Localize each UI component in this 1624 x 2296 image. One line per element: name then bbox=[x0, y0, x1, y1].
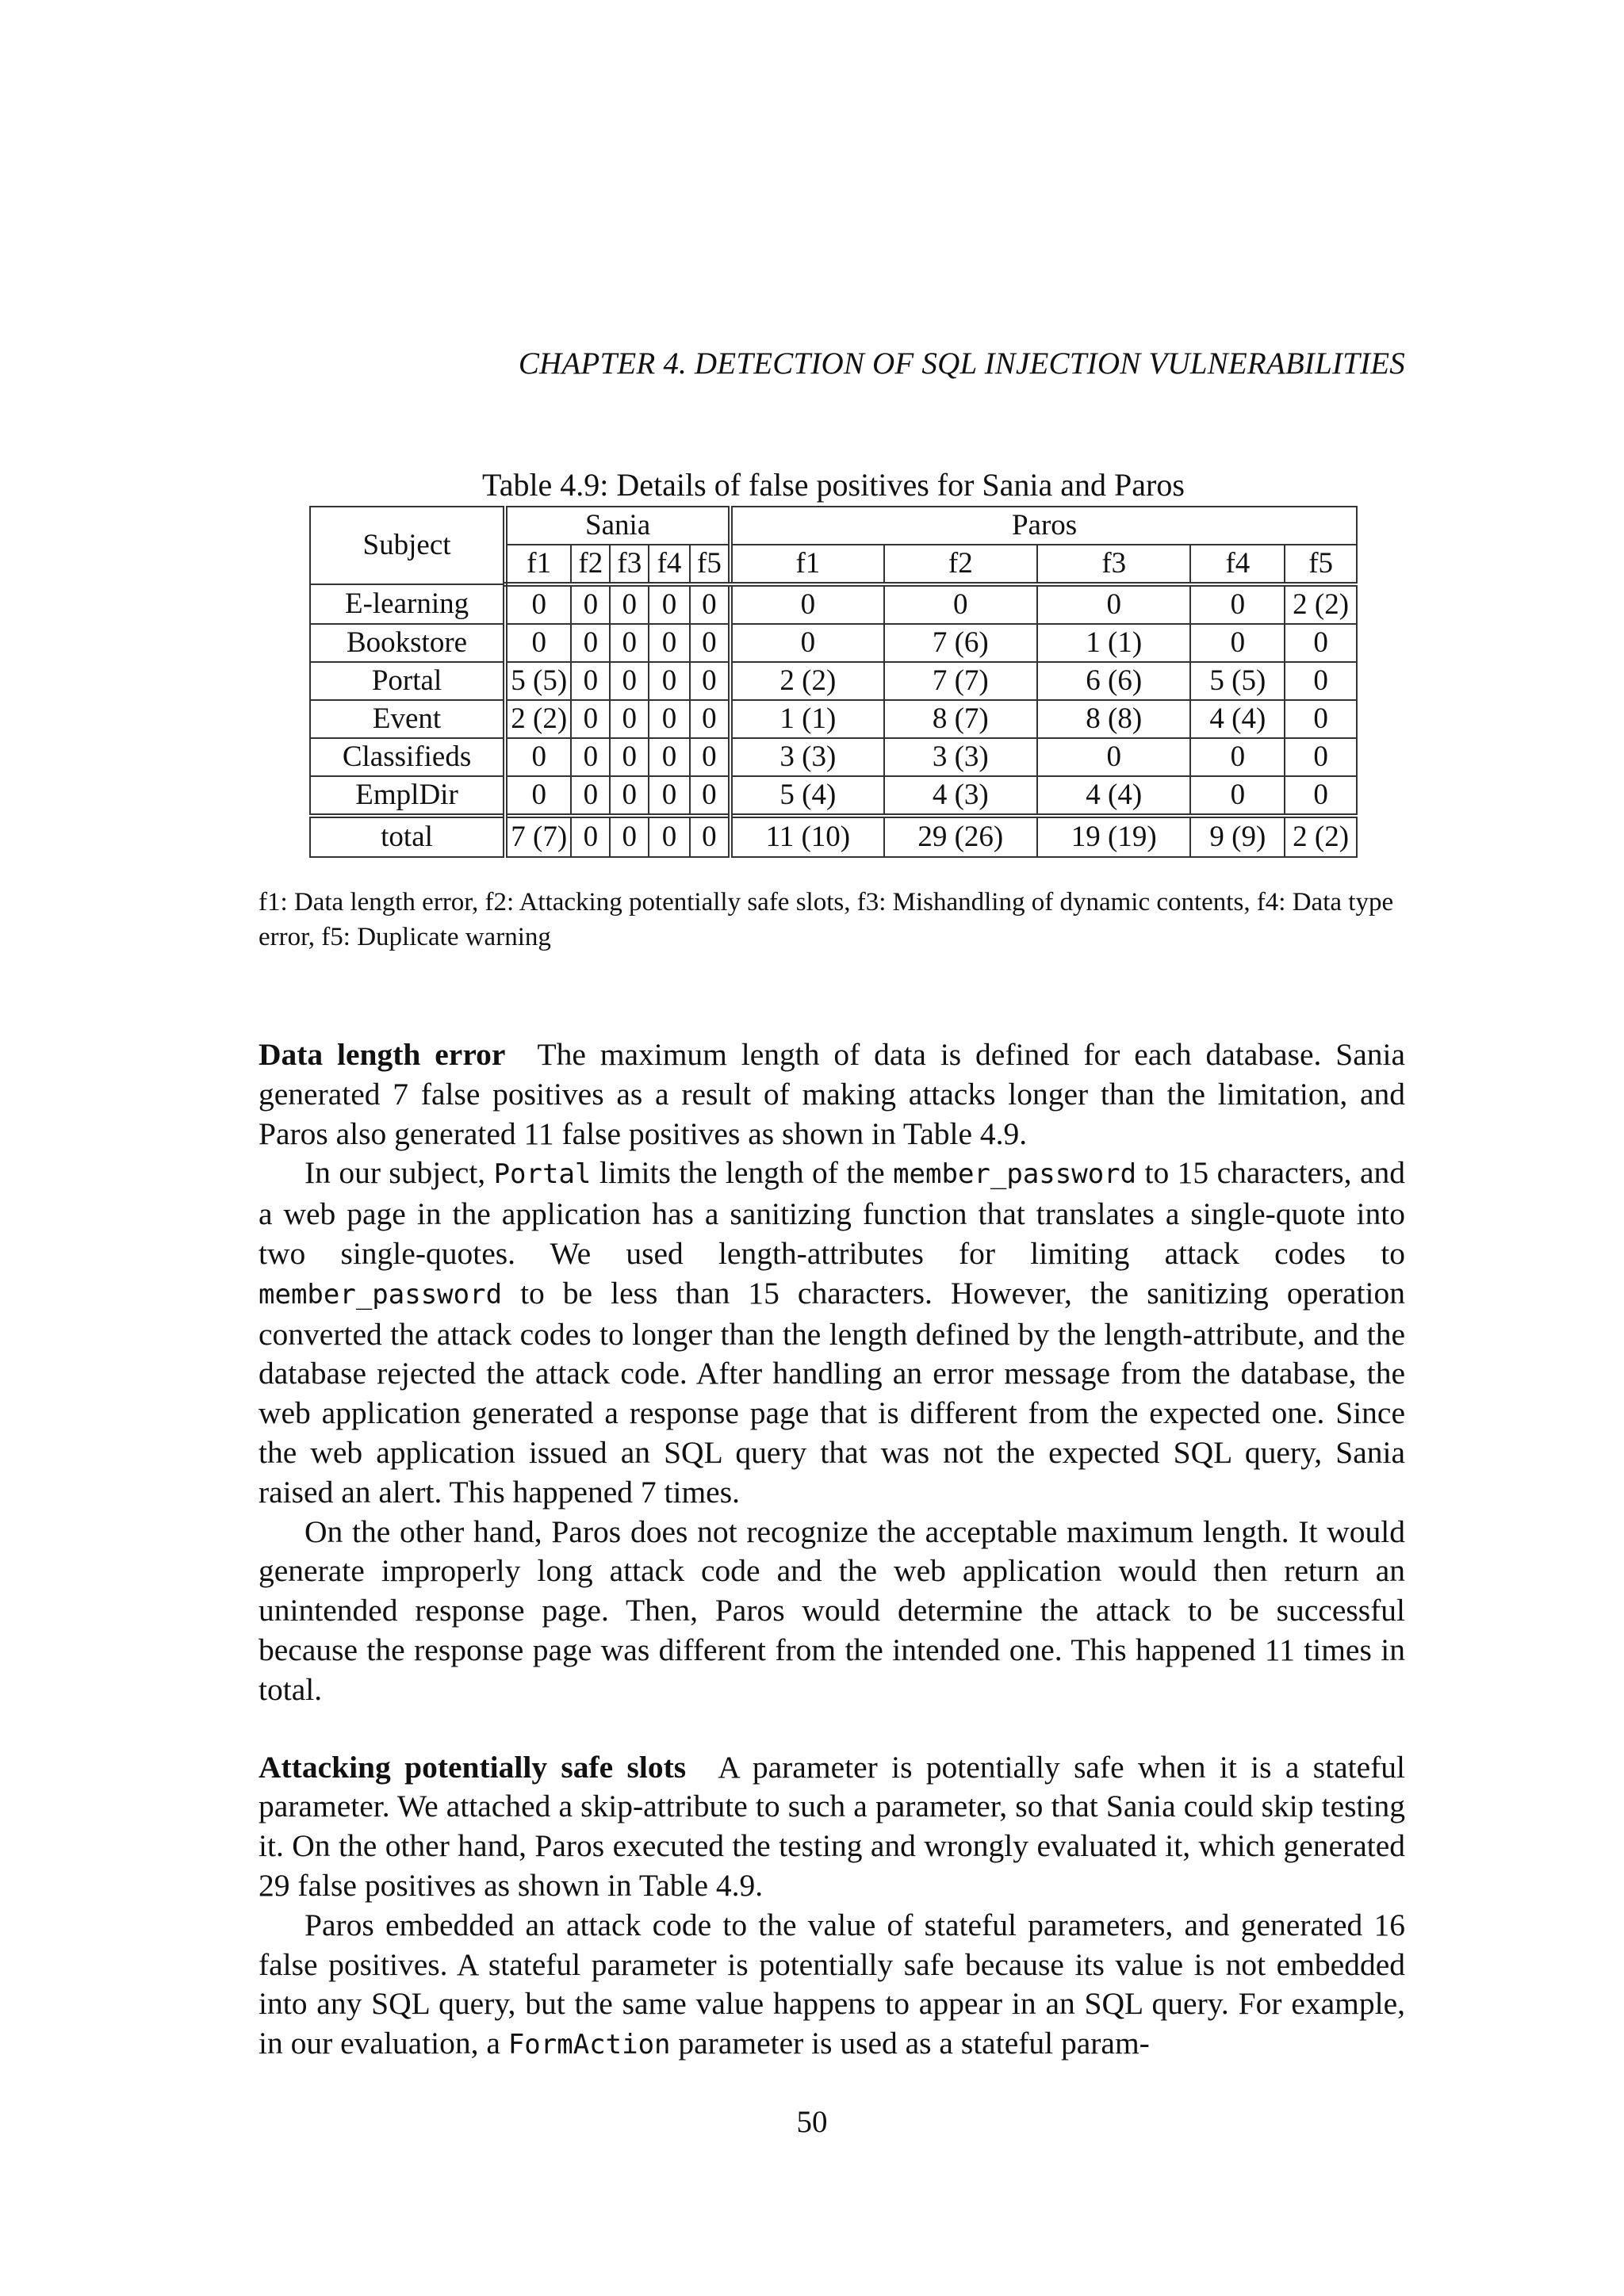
value-cell: 0 bbox=[649, 700, 689, 738]
value-cell: 0 bbox=[1285, 700, 1357, 738]
value-cell: 5 (5) bbox=[1190, 662, 1285, 700]
value-cell: 11 (10) bbox=[730, 816, 883, 857]
paragraph-text: In our subject, bbox=[304, 1155, 494, 1191]
value-cell: 0 bbox=[690, 816, 730, 857]
page-number: 50 bbox=[796, 2105, 828, 2139]
table-total-row bbox=[310, 816, 1357, 857]
value-cell: 0 bbox=[1190, 776, 1285, 816]
table-row bbox=[310, 584, 1357, 624]
paragraph-text: The maximum length of data is defined for each database. Sania generated 7 false positives as a result of making attacks longer than the limitation, and Paros also generated 11 false positives as shown in Table 4.9. bbox=[259, 1037, 1405, 1151]
value-cell: 0 bbox=[649, 624, 689, 662]
paragraph-text: On the other hand, Paros does not recognize the acceptable maximum length. It would generate improperly long attack code and the web application would then return an unintended response page. Then, Paros would determine the attack to be successful because the response page was different from the intended one. This happened 11 times in total. bbox=[259, 1513, 1405, 1707]
value-cell: 0 bbox=[610, 662, 649, 700]
value-cell: 0 bbox=[571, 584, 610, 624]
subheader-cell: f2 bbox=[571, 545, 610, 584]
table-row bbox=[310, 662, 1357, 700]
value-cell: 8 (7) bbox=[884, 700, 1037, 738]
paragraph-text: Paros embedded an attack code to the value of stateful parameters, and generated 16 false positives. A stateful parameter is potentially safe because its value is not embedded into any SQL query, but the same value happens to appear in an SQL query. For example, in our evaluation, a bbox=[259, 1907, 1405, 2061]
value-cell: 4 (3) bbox=[884, 776, 1037, 816]
subject-cell: total bbox=[310, 816, 505, 857]
subheader-cell: f2 bbox=[884, 545, 1037, 584]
value-cell: 0 bbox=[1285, 624, 1357, 662]
subject-cell: Event bbox=[310, 700, 505, 738]
value-cell: 0 bbox=[571, 738, 610, 776]
paragraph bbox=[259, 1906, 1405, 2065]
table-footnote: f1: Data length error, f2: Attacking potentially safe slots, f3: Mishandling of dynamic contents, f4: Data type error, f5: Duplicate warning bbox=[259, 888, 1394, 951]
value-cell: 0 bbox=[1190, 738, 1285, 776]
subheader-cell: f4 bbox=[1190, 545, 1285, 584]
value-cell: 0 bbox=[1190, 584, 1285, 624]
value-cell: 0 bbox=[610, 624, 649, 662]
value-cell: 4 (4) bbox=[1037, 776, 1190, 816]
paragraph-text: to 15 characters, and a web page in the application has a sanitizing function that translates a single-quote into two single-quotes. We used length-attributes for limiting attack codes to bbox=[259, 1155, 1405, 1271]
value-cell: 1 (1) bbox=[1037, 624, 1190, 662]
value-cell: 2 (2) bbox=[730, 662, 883, 700]
value-cell: 29 (26) bbox=[884, 816, 1037, 857]
paragraph-text: A parameter is potentially safe when it is a stateful parameter. We attached a skip-attribute to such a parameter, so that Sania could skip testing it. On the other hand, Paros executed the testing and wrongly evaluated it, which generated 29 false positives as shown in Table 4.9. bbox=[259, 1749, 1406, 1903]
paragraph bbox=[259, 1035, 1405, 1154]
paragraph-text: parameter is used as a stateful param- bbox=[670, 2026, 1150, 2061]
table-row bbox=[310, 700, 1357, 738]
value-cell: 9 (9) bbox=[1190, 816, 1285, 857]
value-cell: 0 bbox=[730, 584, 883, 624]
table-row bbox=[310, 624, 1357, 662]
subheader-cell: f1 bbox=[730, 545, 883, 584]
subheader-cell: f5 bbox=[1285, 545, 1357, 584]
value-cell: 0 bbox=[610, 738, 649, 776]
value-cell: 0 bbox=[505, 776, 571, 816]
value-cell: 0 bbox=[1190, 624, 1285, 662]
code-inline: Portal bbox=[493, 1158, 592, 1191]
value-cell: 0 bbox=[690, 662, 730, 700]
value-cell: 8 (8) bbox=[1037, 700, 1190, 738]
value-cell: 0 bbox=[690, 584, 730, 624]
value-cell: 19 (19) bbox=[1037, 816, 1190, 857]
value-cell: 0 bbox=[649, 816, 689, 857]
paragraph-text: limits the length of the bbox=[591, 1155, 894, 1191]
value-cell: 0 bbox=[1285, 776, 1357, 816]
value-cell: 0 bbox=[1037, 738, 1190, 776]
value-cell: 0 bbox=[649, 662, 689, 700]
value-cell: 0 bbox=[690, 700, 730, 738]
table-row bbox=[310, 738, 1357, 776]
subject-cell: Classifieds bbox=[310, 738, 505, 776]
value-cell: 5 (5) bbox=[505, 662, 571, 700]
subject-cell: E-learning bbox=[310, 584, 505, 624]
paragraph bbox=[259, 1748, 1405, 1906]
value-cell: 4 (4) bbox=[1190, 700, 1285, 738]
group-header-sania: Sania bbox=[505, 507, 730, 545]
value-cell: 3 (3) bbox=[884, 738, 1037, 776]
value-cell: 0 bbox=[610, 776, 649, 816]
running-header: CHAPTER 4. DETECTION OF SQL INJECTION VULNERABILITIES bbox=[518, 346, 1405, 381]
false-positives-table bbox=[309, 506, 1358, 858]
value-cell: 7 (7) bbox=[505, 816, 571, 857]
value-cell: 0 bbox=[649, 584, 689, 624]
subheader-cell: f4 bbox=[649, 545, 689, 584]
value-cell: 0 bbox=[571, 816, 610, 857]
value-cell: 0 bbox=[571, 700, 610, 738]
value-cell: 1 (1) bbox=[730, 700, 883, 738]
code-inline: member_password bbox=[893, 1158, 1137, 1191]
subheader-cell: f3 bbox=[610, 545, 649, 584]
value-cell: 0 bbox=[571, 776, 610, 816]
false-positives-table-container bbox=[309, 506, 1358, 858]
table-caption: Table 4.9: Details of false positives for Sania and Paros bbox=[482, 467, 1185, 503]
subheader-cell: f3 bbox=[1037, 545, 1190, 584]
value-cell: 3 (3) bbox=[730, 738, 883, 776]
section-heading-data-length-error: Data length error bbox=[259, 1037, 506, 1072]
table-row bbox=[310, 776, 1357, 816]
value-cell: 0 bbox=[1285, 662, 1357, 700]
section-heading-attacking-safe-slots: Attacking potentially safe slots bbox=[259, 1749, 687, 1785]
group-header-paros: Paros bbox=[730, 507, 1357, 545]
value-cell: 0 bbox=[1037, 584, 1190, 624]
paragraph bbox=[259, 1513, 1405, 1710]
value-cell: 0 bbox=[649, 738, 689, 776]
value-cell: 2 (2) bbox=[1285, 816, 1357, 857]
value-cell: 0 bbox=[690, 624, 730, 662]
paragraph-text: to be less than 15 characters. However, the sanitizing operation converted the attack codes to longer than the length defined by the length-attribute, and the database rejected the attack code. After handling an error message from the database, the web application generated a response page that is different from the expected one. Since the web application issued an SQL query that was not the expected SQL query, Sania raised an alert. This happened 7 times. bbox=[259, 1275, 1405, 1510]
value-cell: 0 bbox=[505, 738, 571, 776]
value-cell: 0 bbox=[571, 624, 610, 662]
value-cell: 0 bbox=[730, 624, 883, 662]
value-cell: 0 bbox=[571, 662, 610, 700]
value-cell: 7 (7) bbox=[884, 662, 1037, 700]
code-inline: FormAction bbox=[508, 2029, 671, 2061]
value-cell: 0 bbox=[1285, 738, 1357, 776]
subject-header: Subject bbox=[310, 507, 505, 584]
value-cell: 0 bbox=[649, 776, 689, 816]
value-cell: 0 bbox=[610, 816, 649, 857]
subject-cell: EmplDir bbox=[310, 776, 505, 816]
subheader-cell: f5 bbox=[690, 545, 730, 584]
value-cell: 6 (6) bbox=[1037, 662, 1190, 700]
body-text bbox=[259, 1035, 1405, 2065]
value-cell: 2 (2) bbox=[505, 700, 571, 738]
value-cell: 2 (2) bbox=[1285, 584, 1357, 624]
value-cell: 0 bbox=[610, 584, 649, 624]
subheader-cell: f1 bbox=[505, 545, 571, 584]
value-cell: 0 bbox=[505, 584, 571, 624]
table-group-header-row bbox=[310, 507, 1357, 545]
subject-cell: Bookstore bbox=[310, 624, 505, 662]
subject-cell: Portal bbox=[310, 662, 505, 700]
value-cell: 0 bbox=[884, 584, 1037, 624]
value-cell: 0 bbox=[690, 738, 730, 776]
value-cell: 0 bbox=[505, 624, 571, 662]
value-cell: 5 (4) bbox=[730, 776, 883, 816]
value-cell: 0 bbox=[690, 776, 730, 816]
paragraph bbox=[259, 1154, 1405, 1512]
code-inline: member_password bbox=[259, 1278, 503, 1311]
value-cell: 7 (6) bbox=[884, 624, 1037, 662]
value-cell: 0 bbox=[610, 700, 649, 738]
table-body bbox=[310, 584, 1357, 857]
